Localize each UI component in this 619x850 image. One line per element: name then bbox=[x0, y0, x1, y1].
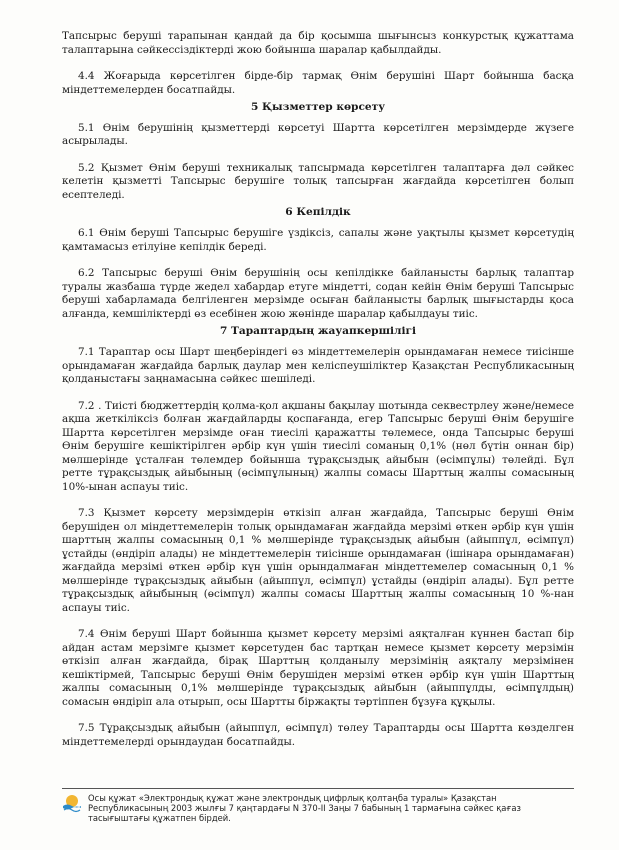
footer-divider bbox=[62, 788, 574, 789]
clause-6-2: 6.2 Тапсырыс беруші Өнім берушінің осы кепілдікке байланысты барлық талаптар туралы жазбаша түрде жедел хабардар етуге міндетті, содан кейін Өнім беруші Тапсырыс беруші хабарламада белгіленген мерзімде осыған байланысты барлық шығыстарды қоса алғанда, кемшіліктерді өз есебінен жою жөнінде шаралар қабылдауы тиіс. bbox=[62, 267, 574, 320]
footer bbox=[62, 793, 574, 823]
section-5-title: 5 Қызметтер көрсету bbox=[250, 101, 386, 114]
intro-paragraph: Тапсырыс беруші тарапынан қандай да бір қосымша шығынсыз конкурстық құжаттама талаптарына сәйкессіздіктерді жою бойынша шаралар қабылдайды. bbox=[62, 30, 574, 56]
document-body bbox=[62, 30, 574, 749]
clause-5-1: 5.1 Өнім берушінің қызметтерді көрсетуі Шартта көрсетілген мерзімдерде жүзеге асырылады. bbox=[62, 121, 574, 148]
clause-4-4: 4.4 Жоғарыда көрсетілген бірде-бір тармақ Өнім берушіні Шарт бойынша басқа міндеттемелерден босатпайды. bbox=[62, 70, 574, 96]
section-6-title: 6 Кепілдік bbox=[285, 206, 351, 219]
footer-legal-text: Осы құжат «Электрондық құжат және электрондық цифрлық қолтаңба туралы» Қазақстан Республикасының 2003 жылғы 7 қаңтардағы N 370-II Заңы 7 бабының 1 тармағына сәйкес қағаз тасығыштағы құжатпен бірдей. bbox=[88, 793, 521, 824]
sun-wave-logo-icon bbox=[62, 793, 82, 813]
clause-7-4: 7.4 Өнім беруші Шарт бойынша қызмет көрсету мерзімі аяқталған күннен бастап бір айдан астам мерзімге қызмет көрсетуден бас тартқан немесе қызмет көрсету мерзімін өткізіп алған жағдайда, бірақ Шарттың қолданылу мерзімінің аяқталу мерзімінен кешіктірмей, Тапсырыс беруші Өнім берушіден мерзімі өткен әрбір күн үшін Шарттың жалпы сомасының 0,1% мөлшерінде тұрақсыздық айыбын (айыппұлды, өсімпұлдың) сомасын өндіріп ала отырып, осы Шартты біржақты тәртіппен бұзуға құқылы. bbox=[62, 628, 574, 708]
clause-7-2: 7.2 . Тиісті бюджеттердің қолма-қол ақшаны бақылау шотында секвестрлеу және/немесе ақша жеткіліксіз болған жағдайларды қоспағанда, егер Тапсырыс беруші Өнім берушіге Шартта көрсетілген мерзімде оған тиесілі қаражатты төлемесе, онда Тапсырыс беруші Өнім берушіге кешіктірілген әрбір күн үшін тиесілі соманың 0,1% (нөл бүтін оннан бір) мөлшерінде ұсталған төлемдер бойынша тұрақсыздық айыбын (өсімпұлы) төлейді. Бұл ретте тұрақсыздық айыбының (өсімпұлының) жалпы сомасы Шарттың жалпы сомасының 10%-ынан аспауы тиіс. bbox=[62, 399, 574, 493]
clause-7-3: 7.3 Қызмет көрсету мерзімдерін өткізіп алған жағдайда, Тапсырыс беруші Өнім берушіден ол міндеттемелерін толық орындамаған жағдайда мерзімі өткен әрбір күн үшін шарттың жалпы сомасының 0,1 % мөлшерінде тұрақсыздық айыбын (айыппұл, өсімпұл) ұстайды (өндіріп алады) не міндеттемелерін тиісінше орындамаған (ішінара орындамаған) жағдайда мерзімі өткен әрбір күн үшін орындалмаған міндеттемелер сомасының 0,1 % мөлшерінде тұрақсыздық айыбын (айыппұл, өсімпұл) ұстайды (өндіріп алады). Бұл ретте тұрақсыздық айыбының (өсімпұл) жалпы сомасы Шарттың жалпы сомасының 10 %-нан аспауы тиіс. bbox=[62, 507, 574, 614]
clause-7-1: 7.1 Тараптар осы Шарт шеңберіндегі өз міндеттемелерін орындамаған немесе тиісінше орындамаған жағдайда барлық даулар мен келіспеушіліктер Қазақстан Республикасының қолданыстағы заңнамасына сәйкес шешіледі. bbox=[62, 346, 574, 386]
clause-6-1: 6.1 Өнім беруші Тапсырыс берушіге үздіксіз, сапалы және уақтылы қызмет көрсетудің қамтамасыз етілуіне кепілдік береді. bbox=[62, 227, 574, 253]
clause-7-5: 7.5 Тұрақсыздық айыбын (айыппұл, өсімпұл) төлеу Тараптарды осы Шартта көзделген міндеттемелерді орындаудан босатпайды. bbox=[62, 722, 574, 748]
section-7-title: 7 Тараптардың жауапкершілігі bbox=[219, 325, 417, 338]
clause-5-2: 5.2 Қызмет Өнім беруші техникалық тапсырмада көрсетілген талаптарға дәл сәйкес келетін қызметті Тапсырыс берушіге толық тапсырған жағдайда көрсетілген болып есептеледі. bbox=[62, 161, 574, 201]
